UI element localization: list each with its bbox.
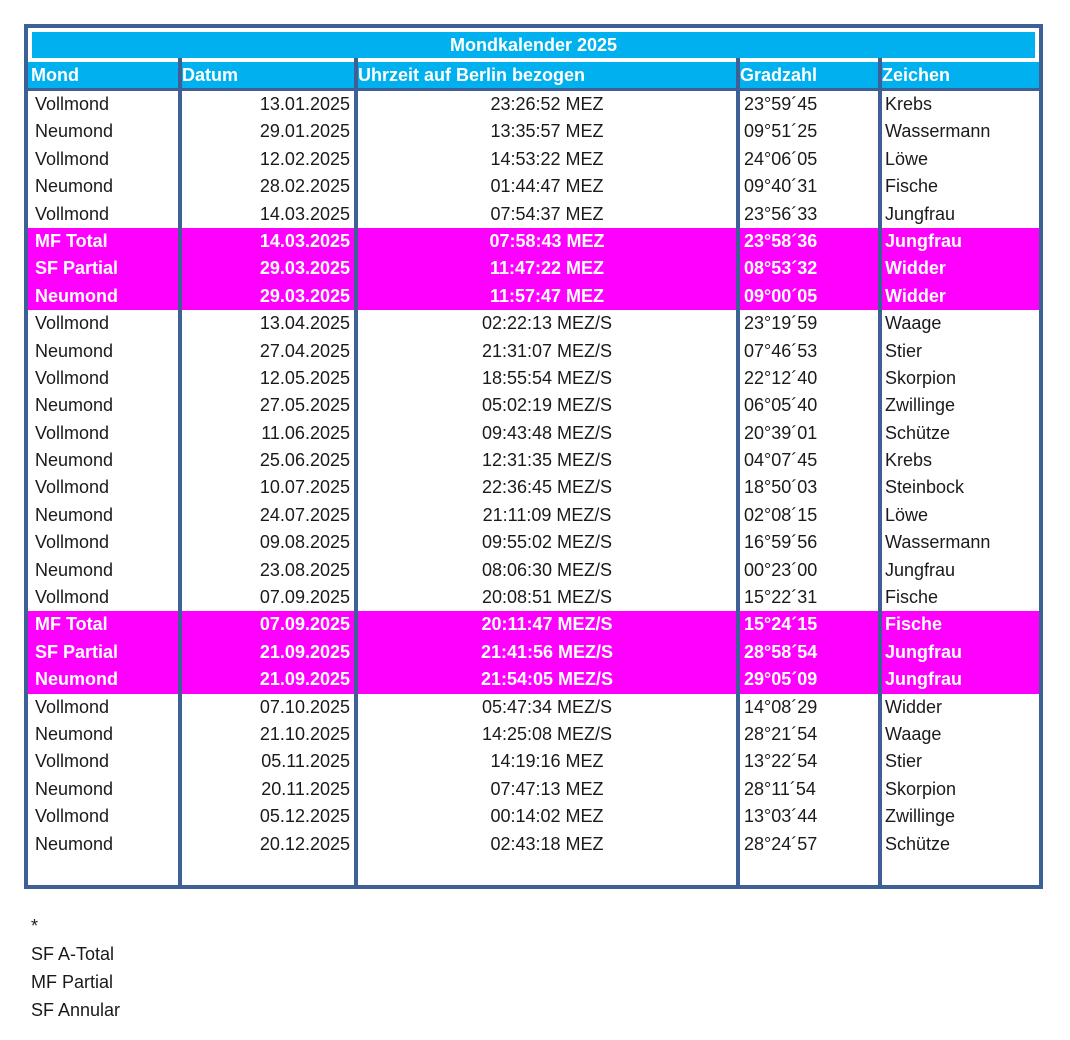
cell-mond: Neumond [35,340,114,361]
footnote-line: * [31,916,39,936]
cell-datum: 27.04.2025 [259,340,350,361]
cell-datum: 14.03.2025 [259,230,350,251]
cell-uhrzeit: 21:41:56 MEZ/S [480,641,614,662]
cell-mond: MF Total [35,614,108,635]
cell-uhrzeit: 20:08:51 MEZ/S [481,587,613,608]
cell-mond: Neumond [35,833,114,854]
header-mond: Mond [28,62,178,88]
cell-gradzahl: 15°22´31 [744,587,818,608]
cell-mond: Neumond [35,285,118,306]
cell-gradzahl: 09°00´05 [744,285,818,306]
cell-uhrzeit: 12:31:35 MEZ/S [481,450,613,471]
cell-zeichen: Fische [885,614,943,635]
header-zeichen: Zeichen [878,62,1039,88]
cell-datum: 29.01.2025 [259,121,350,142]
column-divider [736,58,740,889]
footnote-line: SF A-Total [31,944,115,964]
cell-zeichen: Jungfrau [885,559,956,580]
cell-datum: 07.09.2025 [259,587,350,608]
cell-gradzahl: 23°59´45 [744,94,818,114]
cell-zeichen: Schütze [885,833,951,854]
cell-datum: 14.03.2025 [259,203,350,224]
cell-gradzahl: 08°53´32 [744,258,818,279]
cell-zeichen: Fische [885,176,939,197]
footnote-line: MF Partial [31,972,114,992]
cell-gradzahl: 04°07´45 [744,450,818,471]
cell-mond: Vollmond [35,696,110,717]
footnote-line: SF Annular [31,1000,121,1020]
cell-gradzahl: 29°05´09 [744,669,818,690]
cell-datum: 11.06.2025 [261,422,350,443]
cell-gradzahl: 00°23´00 [744,559,818,580]
cell-datum: 12.02.2025 [259,148,350,169]
cell-zeichen: Jungfrau [885,203,956,224]
cell-datum: 28.02.2025 [259,176,350,197]
cell-zeichen: Skorpion [885,778,957,799]
cell-uhrzeit: 02:43:18 MEZ [490,833,604,854]
column-divider [178,58,182,889]
cell-uhrzeit: 05:47:34 MEZ/S [481,696,613,717]
cell-datum: 07.09.2025 [259,614,350,635]
cell-datum: 21.09.2025 [259,641,350,662]
cell-mond: Neumond [35,450,114,471]
cell-gradzahl: 16°59´56 [744,532,818,553]
cell-datum: 13.04.2025 [259,313,350,334]
column-divider [878,58,882,889]
cell-mond: Vollmond [35,94,110,114]
cell-zeichen: Fische [885,587,939,608]
cell-gradzahl: 23°19´59 [744,313,818,334]
cell-gradzahl: 23°58´36 [744,230,818,251]
cell-uhrzeit: 14:19:16 MEZ [490,751,604,772]
cell-uhrzeit: 11:47:22 MEZ [489,258,605,279]
cell-mond: Neumond [35,778,114,799]
cell-uhrzeit: 09:43:48 MEZ/S [481,422,613,443]
cell-gradzahl: 14°08´29 [744,696,818,717]
header-gradzahl: Gradzahl [736,62,878,88]
cell-uhrzeit: 14:53:22 MEZ [490,148,604,169]
cell-mond: Neumond [35,559,114,580]
cell-mond: Neumond [35,395,114,416]
cell-zeichen: Waage [885,313,942,334]
cell-mond: Neumond [35,504,114,525]
cell-mond: Neumond [35,176,114,197]
cell-zeichen: Stier [885,340,923,361]
cell-datum: 13.01.2025 [259,94,350,114]
cell-uhrzeit: 22:36:45 MEZ/S [481,477,613,498]
footnotes [31,912,120,1024]
cell-gradzahl: 15°24´15 [744,614,818,635]
cell-mond: Vollmond [35,751,110,772]
cell-gradzahl: 09°40´31 [744,176,818,197]
header-uhrzeit: Uhrzeit auf Berlin bezogen [354,62,736,88]
cell-datum: 05.12.2025 [259,806,350,827]
cell-uhrzeit: 07:54:37 MEZ [490,203,604,224]
cell-datum: 09.08.2025 [259,532,350,553]
cell-datum: 25.06.2025 [259,450,350,471]
cell-mond: Vollmond [35,203,110,224]
cell-gradzahl: 28°11´54 [744,778,816,799]
cell-datum: 21.09.2025 [259,669,350,690]
header-datum: Datum [178,62,354,88]
cell-datum: 21.10.2025 [259,723,350,744]
cell-zeichen: Widder [885,285,946,306]
cell-uhrzeit: 00:14:02 MEZ [490,806,604,827]
cell-zeichen: Jungfrau [885,669,963,690]
cell-zeichen: Wassermann [885,532,991,553]
cell-uhrzeit: 18:55:54 MEZ/S [481,367,613,388]
cell-datum: 29.03.2025 [259,258,350,279]
cell-mond: Neumond [35,669,118,690]
cell-mond: SF Partial [35,258,119,279]
cell-gradzahl: 28°58´54 [744,641,818,662]
cell-datum: 23.08.2025 [259,559,350,580]
cell-datum: 24.07.2025 [259,504,350,525]
cell-mond: MF Total [35,230,108,251]
cell-mond: Vollmond [35,477,110,498]
cell-gradzahl: 09°51´25 [744,121,818,142]
cell-zeichen: Löwe [885,148,929,169]
cell-uhrzeit: 07:47:13 MEZ [490,778,604,799]
cell-gradzahl: 20°39´01 [744,422,818,443]
cell-zeichen: Widder [885,258,946,279]
cell-zeichen: Krebs [885,94,933,114]
cell-uhrzeit: 21:11:09 MEZ/S [482,504,612,525]
cell-zeichen: Waage [885,723,942,744]
cell-zeichen: Jungfrau [885,641,963,662]
cell-uhrzeit: 05:02:19 MEZ/S [481,395,613,416]
cell-mond: SF Partial [35,641,119,662]
cell-zeichen: Zwillinge [885,806,956,827]
cell-uhrzeit: 07:58:43 MEZ [489,230,605,251]
cell-gradzahl: 18°50´03 [744,477,818,498]
cell-zeichen: Stier [885,751,923,772]
cell-uhrzeit: 21:31:07 MEZ/S [481,340,613,361]
cell-zeichen: Krebs [885,450,933,471]
cell-gradzahl: 13°22´54 [744,751,818,772]
cell-gradzahl: 07°46´53 [744,340,818,361]
cell-zeichen: Jungfrau [885,230,963,251]
cell-mond: Vollmond [35,367,110,388]
table-title: Mondkalender 2025 [32,32,1035,58]
cell-gradzahl: 13°03´44 [744,806,818,827]
cell-datum: 20.12.2025 [259,833,350,854]
moon-calendar-table [24,24,1043,889]
cell-datum: 10.07.2025 [259,477,350,498]
cell-gradzahl: 22°12´40 [744,367,818,388]
column-divider [354,58,358,889]
cell-uhrzeit: 02:22:13 MEZ/S [481,313,613,334]
cell-datum: 20.11.2025 [261,778,350,799]
cell-mond: Vollmond [35,587,110,608]
cell-uhrzeit: 09:55:02 MEZ/S [481,532,613,553]
cell-zeichen: Löwe [885,504,929,525]
cell-gradzahl: 28°24´57 [744,833,818,854]
cell-mond: Vollmond [35,806,110,827]
cell-datum: 05.11.2025 [261,751,350,772]
cell-zeichen: Wassermann [885,121,991,142]
cell-uhrzeit: 08:06:30 MEZ/S [481,559,613,580]
cell-gradzahl: 23°56´33 [744,203,818,224]
cell-zeichen: Steinbock [885,477,965,498]
cell-zeichen: Widder [885,696,943,717]
cell-uhrzeit: 01:44:47 MEZ [490,176,604,197]
cell-uhrzeit: 14:25:08 MEZ/S [481,723,613,744]
cell-gradzahl: 02°08´15 [744,504,818,525]
cell-mond: Vollmond [35,148,110,169]
cell-gradzahl: 28°21´54 [744,723,818,744]
cell-uhrzeit: 20:11:47 MEZ/S [481,614,613,635]
cell-mond: Vollmond [35,422,110,443]
cell-zeichen: Skorpion [885,367,957,388]
cell-uhrzeit: 13:35:57 MEZ [490,121,604,142]
cell-datum: 27.05.2025 [259,395,350,416]
cell-gradzahl: 06°05´40 [744,395,818,416]
cell-zeichen: Zwillinge [885,395,956,416]
cell-mond: Neumond [35,121,114,142]
cell-datum: 07.10.2025 [259,696,350,717]
cell-mond: Neumond [35,723,114,744]
cell-mond: Vollmond [35,532,110,553]
cell-uhrzeit: 23:26:52 MEZ [490,94,604,114]
cell-uhrzeit: 11:57:47 MEZ [489,285,605,306]
cell-gradzahl: 24°06´05 [744,148,818,169]
cell-mond: Vollmond [35,313,110,334]
cell-zeichen: Schütze [885,422,951,443]
cell-uhrzeit: 21:54:05 MEZ/S [480,669,614,690]
cell-datum: 29.03.2025 [259,285,350,306]
cell-datum: 12.05.2025 [259,367,350,388]
